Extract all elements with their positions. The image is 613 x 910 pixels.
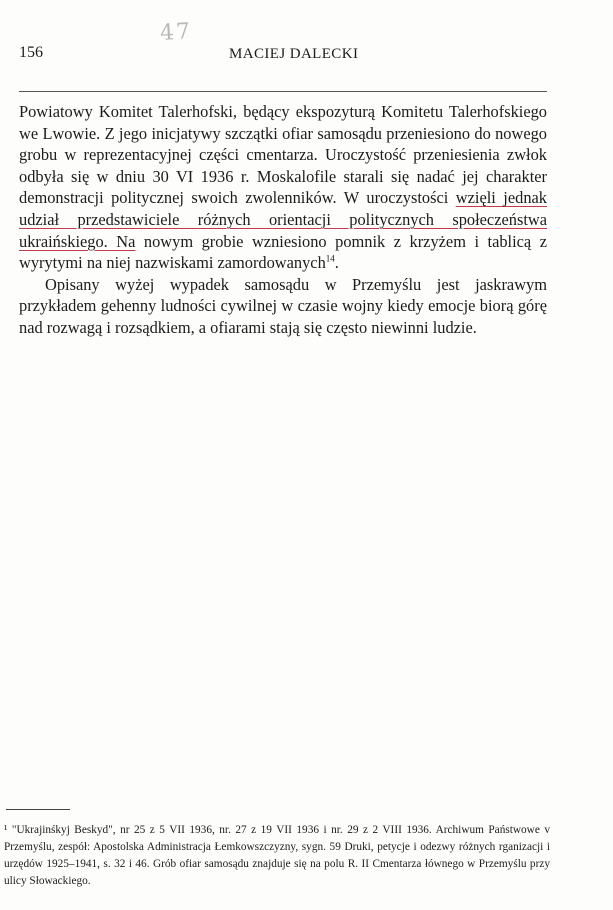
footnote-rule [6,809,70,810]
footnote [4,822,550,890]
paragraph-2: Opisany wyżej wypadek samosądu w Przemyślu jest jaskrawym przykładem gehenny ludności cywilnej w czasie wojny kiedy emocje biorą górę nad rozwagą i rozsądkiem, a ofiarami stają się często niewinni ludzie. [19,274,547,337]
page-number: 156 [19,44,43,61]
underlined-passage: wzięli jednak udział przedstawiciele różnych orientacji politycznych społeczeństwa ukraińskiego. Na [19,188,547,251]
body-text [19,101,547,339]
footnote-reference[interactable]: 14 [325,253,335,264]
running-head: MACIEJ DALECKI [229,46,359,62]
paragraph-1-end: . [334,253,339,273]
footnote-marker: ¹ [4,824,8,836]
header-rule [19,91,547,92]
paragraph-1 [19,101,547,274]
footnote-text: "Ukrajinśkyj Beskyd", nr 25 z 5 VII 1936, nr. 27 z 19 VII 1936 i nr. 29 z 2 VIII 1936. Archiwum Państwowe v Przemyślu, zespół: Apostolska Administracja Łemkowszczyzny, sygn. 59 Druki, petycje i odezwy różnych rganizacji i urzędów 1925–1941, s. 32 i 46. Grób ofiar samosądu znajduje się na polu R. II Cmentarza łównego w Przemyślu przy ulicy Słowackiego. [4,824,550,887]
paragraph-1-continuation: nowym grobie wzniesiono pomnik z krzyżem i tablicą z wyrytymi na niej nazwiskami zamordowanych [19,231,547,273]
page-header [19,44,547,64]
handwritten-annotation: 47 [159,18,193,47]
paragraph-1-text: Powiatowy Komitet Talerhofski, będący ekspozyturą Komitetu Talerhofskiego we Lwowie. Z jego inicjatywy szczątki ofiar samosądu przeniesiono do nowego grobu w reprezentacyjnej części cmentarza. Uroczystość przeniesienia zwłok odbyła się w dniu 30 VI 1936 r. Moskalofile starali się nadać jej charakter demonstracji politycznej swoich zwolenników. W uroczystości [19,102,547,208]
